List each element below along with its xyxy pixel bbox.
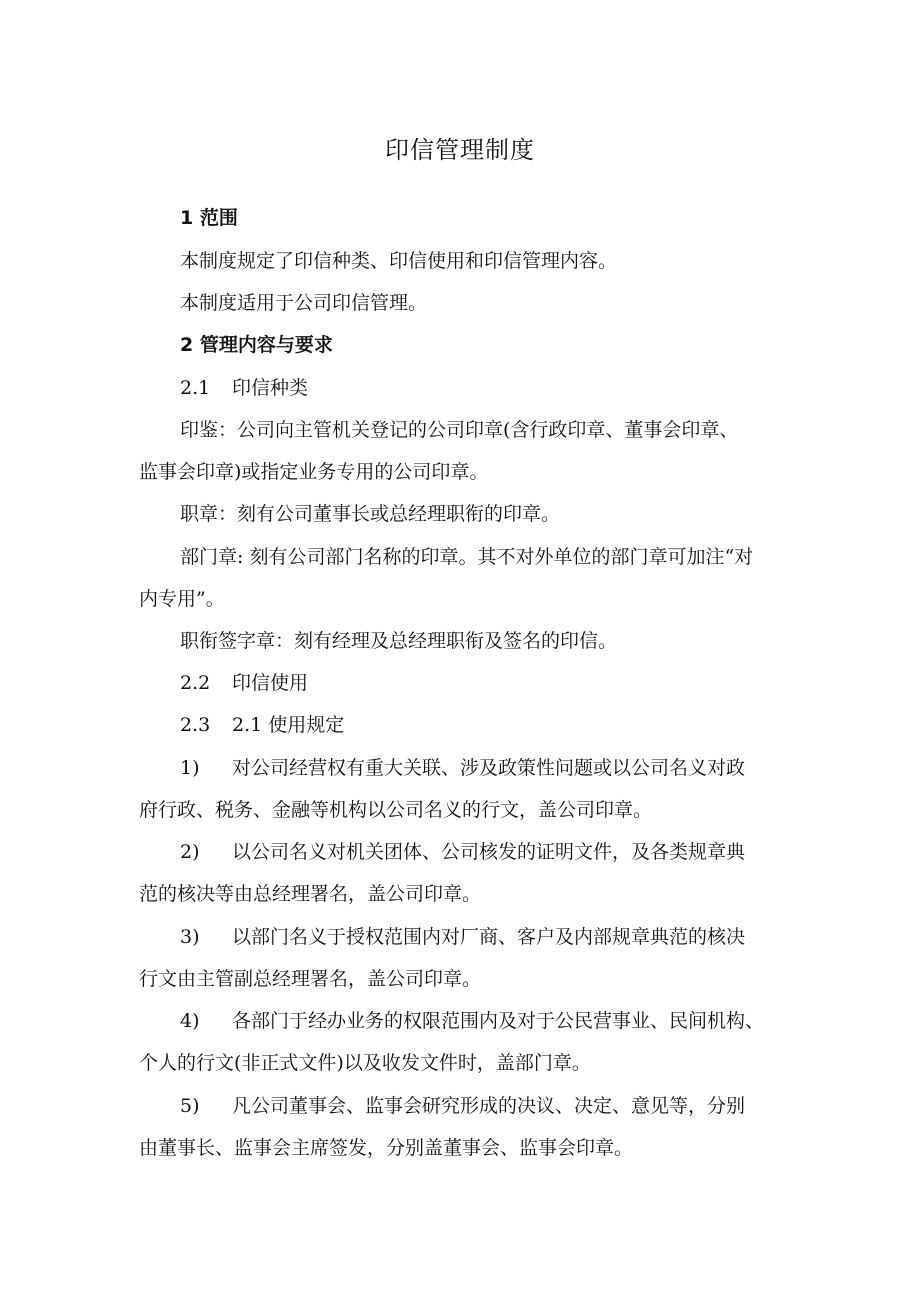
- rule-item-5-line-1: [180, 1094, 745, 1118]
- rule-item-text: 凡公司董事会、监事会研究形成的决议、决定、意见等，分别: [232, 1095, 746, 1117]
- rule-item-5-line-2: 由董事长、监事会主席签发，分别盖董事会、监事会印章。: [139, 1137, 634, 1159]
- section-1-heading: 1 范围: [180, 207, 238, 229]
- subsection-number: 2.2: [180, 672, 211, 694]
- rule-item-text: 以部门名义于授权范围内对厂商、客户及内部规章典范的核决: [232, 926, 746, 948]
- rule-item-number: 5): [180, 1095, 200, 1117]
- rule-item-2-line-1: [180, 840, 745, 864]
- rule-item-text: 以公司名义对机关团体、公司核发的证明文件，及各类规章典: [232, 841, 746, 863]
- subsection-2-3: [180, 713, 344, 737]
- rule-item-1-line-2: 府行政、税务、金融等机构以公司名义的行文，盖公司印章。: [139, 799, 653, 821]
- subsection-number: 2.3: [180, 714, 211, 736]
- rule-item-3-line-1: [180, 925, 745, 949]
- rule-item-2-line-2: 范的核决等由总经理署名，盖公司印章。: [139, 883, 482, 905]
- title-seal-definition: 职章：刻有公司董事长或总经理职衔的印章。: [180, 503, 561, 525]
- section-2-heading: 2 管理内容与要求: [180, 334, 333, 356]
- rule-item-text: 对公司经营权有重大关联、涉及政策性问题或以公司名义对政: [232, 757, 746, 779]
- department-seal-line-2: 内专用”。: [139, 588, 225, 610]
- rule-item-4-line-1: [180, 1009, 764, 1033]
- subsection-label: 印信种类: [232, 377, 309, 399]
- rule-item-text: 各部门于经办业务的权限范围内及对于公民营事业、民间机构、: [232, 1010, 765, 1032]
- rule-item-number: 2): [180, 841, 200, 863]
- document-title: 印信管理制度: [385, 136, 535, 164]
- rule-item-number: 4): [180, 1010, 200, 1032]
- subsection-label: 2.1 使用规定: [232, 714, 345, 736]
- seal-definition-line-2: 监事会印章)或指定业务专用的公司印章。: [139, 461, 489, 483]
- subsection-label: 印信使用: [232, 672, 309, 694]
- rule-item-1-line-1: [180, 756, 745, 780]
- rule-item-number: 3): [180, 926, 200, 948]
- section-1-paragraph-2: 本制度适用于公司印信管理。: [180, 292, 428, 314]
- department-seal-line-1: 部门章: 刻有公司部门名称的印章。其不对外单位的部门章可加注“对: [180, 546, 754, 568]
- section-1-paragraph-1: 本制度规定了印信种类、印信使用和印信管理内容。: [180, 250, 618, 272]
- rule-item-3-line-2: 行文由主管副总经理署名，盖公司印章。: [139, 968, 482, 990]
- subsection-number: 2.1: [180, 377, 211, 399]
- seal-definition-line-1: 印鉴：公司向主管机关登记的公司印章(含行政印章、董事会印章、: [180, 419, 739, 441]
- signature-seal-definition: 职衔签字章：刻有经理及总经理职衔及签名的印信。: [180, 630, 618, 652]
- rule-item-number: 1): [180, 757, 200, 779]
- subsection-2-1: [180, 376, 308, 400]
- rule-item-4-line-2: 个人的行文(非正式文件)以及收发文件时，盖部门章。: [139, 1052, 591, 1074]
- subsection-2-2: [180, 671, 308, 695]
